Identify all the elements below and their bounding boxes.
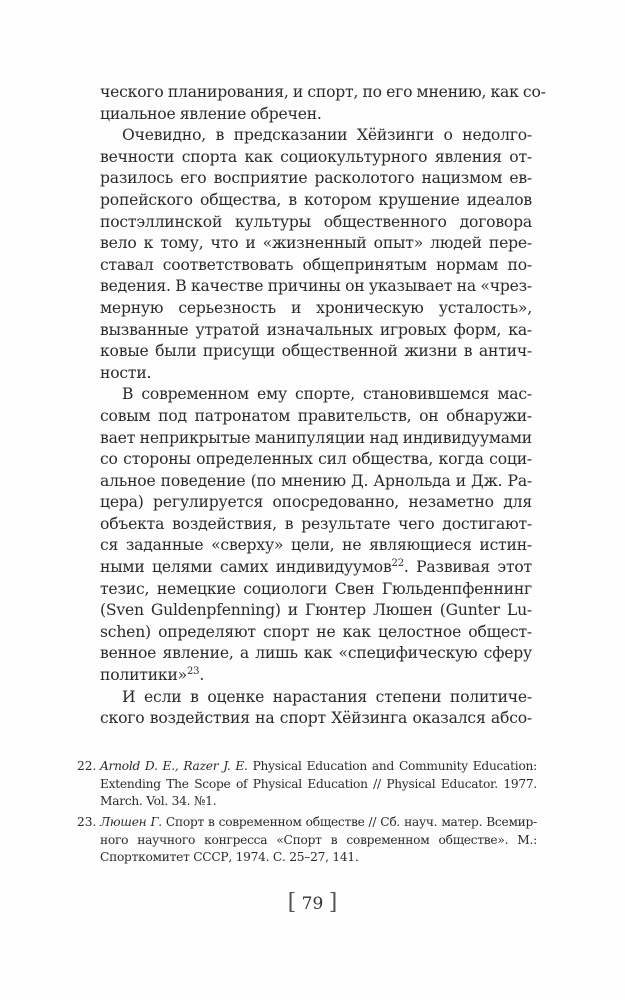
footnote-ref-23[interactable]: 23 — [186, 666, 200, 678]
footnote-line: Extending The Scope of Physical Education // Physical Educator. 1977. — [100, 776, 537, 791]
text-line: тезис, немецкие социологи Свен Гюльденпфеннинг — [100, 579, 532, 598]
footnote-line — [100, 758, 537, 776]
footnote-23 — [77, 814, 537, 867]
text-segment: политики» — [100, 666, 187, 685]
text-line: альное поведение (по мнению Д. Арнольда и Дж. Ра- — [100, 471, 532, 490]
text-line: вает неприкрытые манипуляции над индивидуумами — [100, 428, 532, 447]
page-number-value: 79 — [301, 894, 324, 914]
text-line: венное явление, а лишь как «специфическую сферу — [100, 644, 532, 663]
text-line: цера) регулируется опосредованно, незаметно для — [100, 493, 532, 512]
text-line: вызванные утратой изначальных игровых форм, ка- — [100, 320, 532, 339]
footnotes — [77, 758, 537, 870]
text-line: объекта воздействия, в результате чего достигают- — [100, 514, 532, 533]
text-line: И если в оценке нарастания степени политиче- — [122, 687, 532, 706]
text-line: schen) определяют спорт не как целостное общест- — [100, 622, 532, 641]
footnote-text: Спорт в современном обществе // Сб. науч. матер. Всемир- — [161, 815, 537, 829]
text-segment: . — [199, 666, 205, 685]
text-line: со стороны определенных сил общества, когда соци- — [100, 450, 532, 469]
text-line: вечности спорта как социокультурного явления от- — [100, 147, 532, 166]
text-line: мерную серьезность и хроническую усталость», — [100, 298, 532, 317]
text-line: ского воздействия на спорт Хёйзинга оказался абсо- — [100, 709, 532, 728]
bracket-right: ] — [328, 890, 338, 915]
footnote-author: Люшен Г. — [100, 815, 162, 829]
text-line: (Sven Guldenpfenning) и Гюнтер Люшен (Gunter Lu- — [100, 601, 532, 620]
footnote-text: Physical Education and Community Education: — [247, 759, 537, 773]
text-line: ведения. В качестве причины он указывает на «чрез- — [100, 277, 532, 296]
footnote-author: Arnold D. E., Razer J. E. — [100, 759, 248, 773]
text-line: ковые были присущи общественной жизни в антич- — [100, 342, 532, 361]
text-line: В современном ему спорте, становившемся мас- — [122, 385, 532, 404]
text-line: Очевидно, в предсказании Хёйзинги о недолго- — [122, 126, 532, 145]
footnote-number: 23. — [77, 815, 97, 829]
text-line: совым под патронатом правительств, он обнаружи- — [100, 406, 532, 425]
main-text — [100, 82, 546, 730]
text-line: ческого планирования, и спорт, по его мнению, как со- — [100, 83, 546, 101]
text-line: разилось его восприятие расколотого нацизмом ев- — [100, 169, 532, 188]
footnote-line: Спорткомитет СССР, 1974. С. 25–27, 141. — [100, 850, 359, 864]
text-segment: ными целями самих индивидуумов — [100, 558, 392, 577]
text-line: циальное явление обречен. — [100, 104, 322, 123]
page-number — [0, 890, 625, 915]
text-line: ропейского общества, в котором крушение идеалов — [100, 190, 532, 209]
footnote-number: 22. — [77, 759, 97, 773]
text-line — [100, 665, 532, 687]
text-line: постэллинской культуры общественного договора — [100, 212, 532, 231]
text-line: вело к тому, что и «жизненный опыт» людей пере- — [100, 234, 532, 253]
footnote-22 — [77, 758, 537, 811]
footnote-ref-22[interactable]: 22 — [391, 558, 404, 570]
footnote-line — [100, 814, 537, 832]
bracket-left: [ — [287, 890, 297, 915]
footnote-line: March. Vol. 34. №1. — [100, 794, 217, 808]
text-line — [100, 557, 532, 579]
text-line: ся заданные «сверху» цели, не являющиеся истин- — [100, 536, 532, 555]
text-line: ности. — [100, 363, 152, 382]
text-segment: . Развивая этот — [403, 558, 532, 577]
footnote-line: ного научного конгресса «Спорт в современном обществе». М.: — [100, 832, 537, 847]
text-line: ставал соответствовать общепринятым нормам по- — [100, 255, 532, 274]
